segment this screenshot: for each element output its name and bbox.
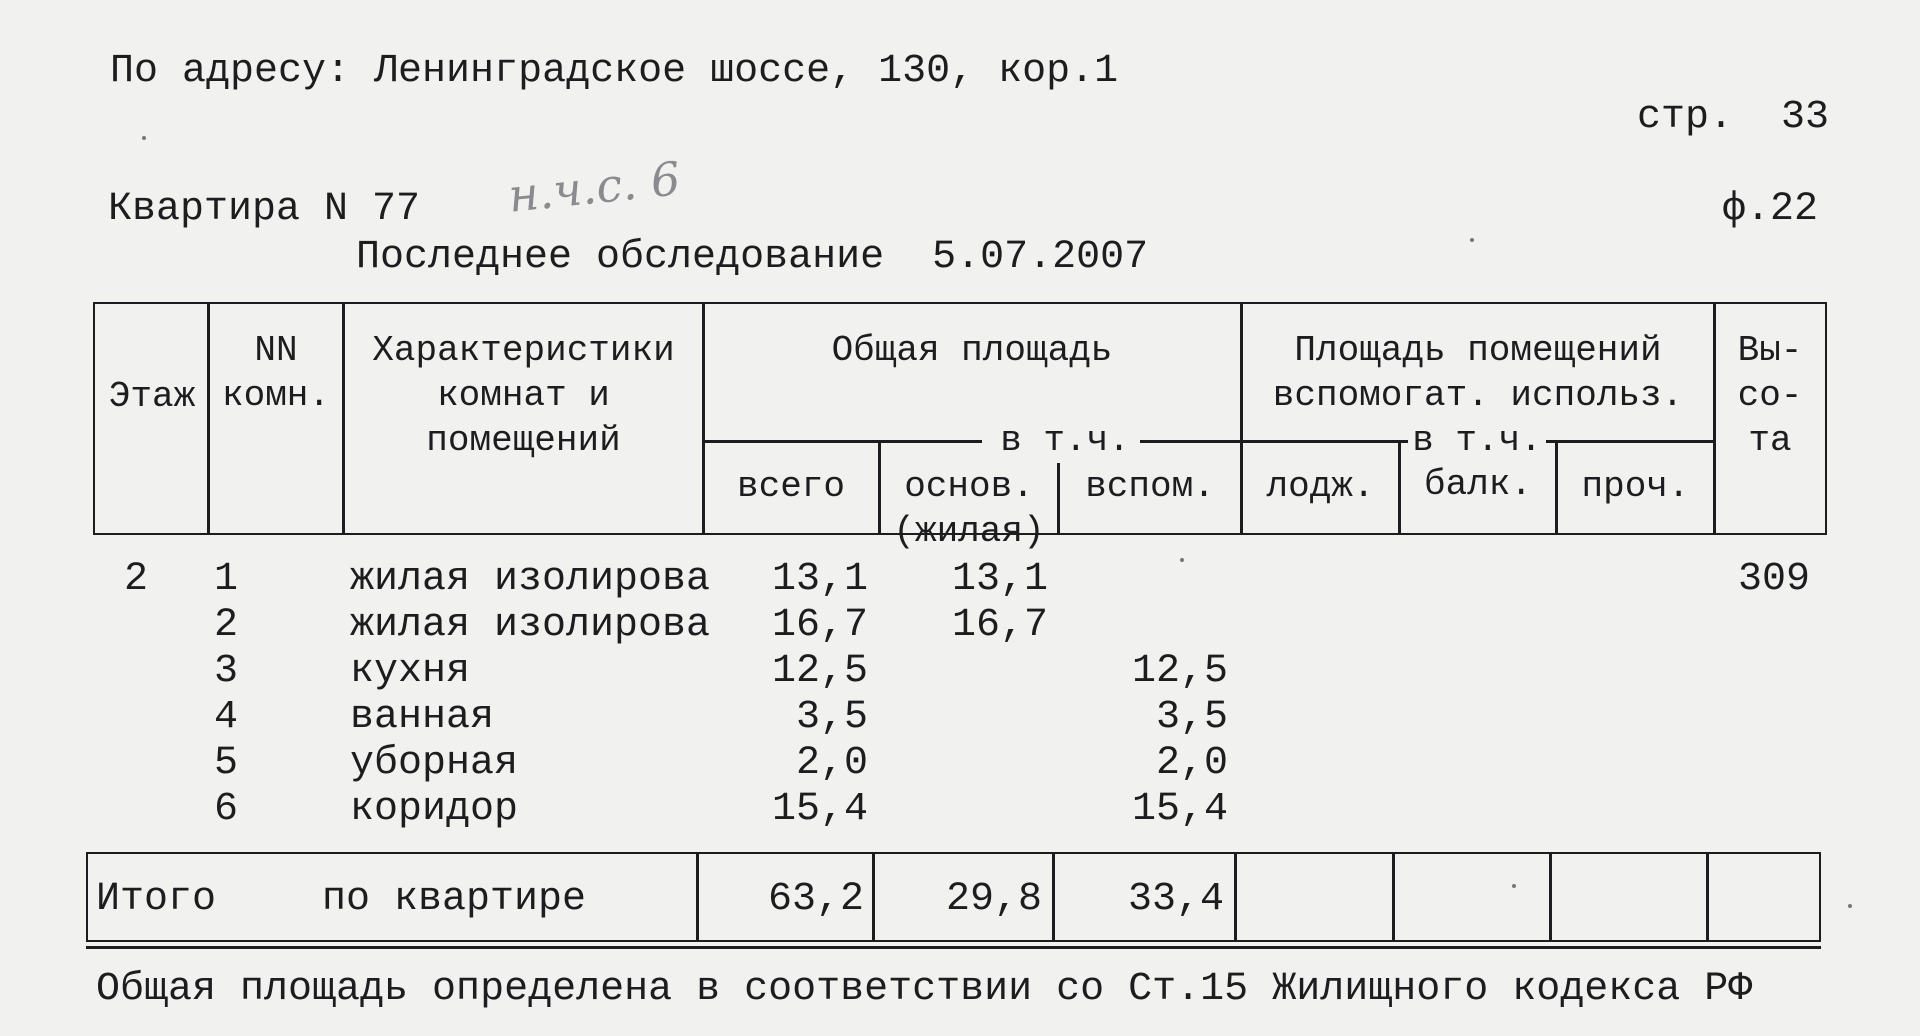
room-no: 5 [214, 741, 239, 786]
header-loggia: лодж. [1266, 466, 1375, 507]
totals-total: 63,2 [767, 877, 864, 922]
header-room-no: NN комн. [221, 330, 331, 416]
handwritten-note: н.ч.с. 6 [505, 151, 683, 223]
header-height: Вы- со- та [1737, 330, 1803, 461]
footer-note: Общая площадь определена в соответствии со Ст.15 Жилищного кодекса РФ [96, 967, 1753, 1012]
divider [872, 852, 875, 942]
totals-aux: 33,4 [1127, 877, 1224, 922]
room-name: коридор [350, 787, 519, 832]
divider [1052, 852, 1055, 942]
height-value: 309 [1737, 557, 1810, 602]
header-characteristics: Характеристики комнат и помещений [372, 330, 675, 461]
room-total: 15,4 [771, 787, 868, 832]
room-no: 1 [214, 557, 239, 602]
room-no: 3 [214, 649, 239, 694]
divider [1706, 852, 1709, 942]
room-total: 12,5 [771, 649, 868, 694]
room-total: 3,5 [795, 695, 868, 740]
page-number: стр. 33 [1637, 95, 1830, 140]
room-aux: 15,4 [1131, 787, 1228, 832]
apartment-number: Квартира N 77 [108, 187, 421, 232]
header-all: всего [736, 466, 846, 507]
divider [1392, 852, 1395, 942]
header-incl-2: в т.ч. [1410, 418, 1544, 463]
totals-underline [86, 946, 1821, 949]
header-balcony: балк. [1423, 464, 1533, 505]
header-aux-rooms-area: Площадь помещений вспомогат. использ. [1272, 330, 1684, 416]
divider [702, 440, 982, 443]
totals-label: Итого [96, 877, 217, 922]
room-total: 16,7 [771, 603, 868, 648]
room-name: кухня [350, 649, 471, 694]
scan-speck [1180, 558, 1184, 562]
room-aux: 12,5 [1131, 649, 1228, 694]
totals-label-2: по квартире [322, 877, 587, 922]
form-number: ф.22 [1722, 187, 1819, 232]
room-name: уборная [350, 741, 519, 786]
last-survey: Последнее обследование 5.07.2007 [356, 235, 1149, 280]
room-main: 16,7 [951, 603, 1048, 648]
room-no: 4 [214, 695, 239, 740]
room-aux: 3,5 [1155, 695, 1228, 740]
scan-speck [142, 136, 146, 140]
divider [696, 852, 699, 942]
room-no: 6 [214, 787, 239, 832]
scan-speck [1848, 904, 1852, 908]
header-other: проч. [1581, 466, 1690, 507]
header-total-area: Общая площадь [831, 330, 1113, 371]
divider [1140, 440, 1240, 443]
address-line: По адресу: Ленинградское шоссе, 130, кор.1 [110, 49, 1119, 94]
room-name: жилая изолирова [350, 603, 711, 648]
room-total: 2,0 [795, 741, 868, 786]
scan-speck [1512, 884, 1516, 888]
divider [1549, 852, 1552, 942]
header-incl: в т.ч. [990, 418, 1140, 463]
room-main: 13,1 [951, 557, 1048, 602]
room-total: 13,1 [771, 557, 868, 602]
divider [1234, 852, 1237, 942]
header-aux: вспом. [1085, 466, 1215, 507]
divider [1240, 440, 1408, 443]
header-main: основ. (жилая) [893, 466, 1045, 552]
room-no: 2 [214, 603, 239, 648]
totals-main: 29,8 [945, 877, 1042, 922]
floor-value: 2 [124, 557, 149, 602]
room-name: жилая изолирова [350, 557, 711, 602]
divider [1546, 440, 1713, 443]
room-aux: 2,0 [1155, 741, 1228, 786]
room-name: ванная [350, 695, 495, 740]
header-floor: Этаж [108, 376, 196, 417]
scan-speck [1470, 238, 1474, 242]
